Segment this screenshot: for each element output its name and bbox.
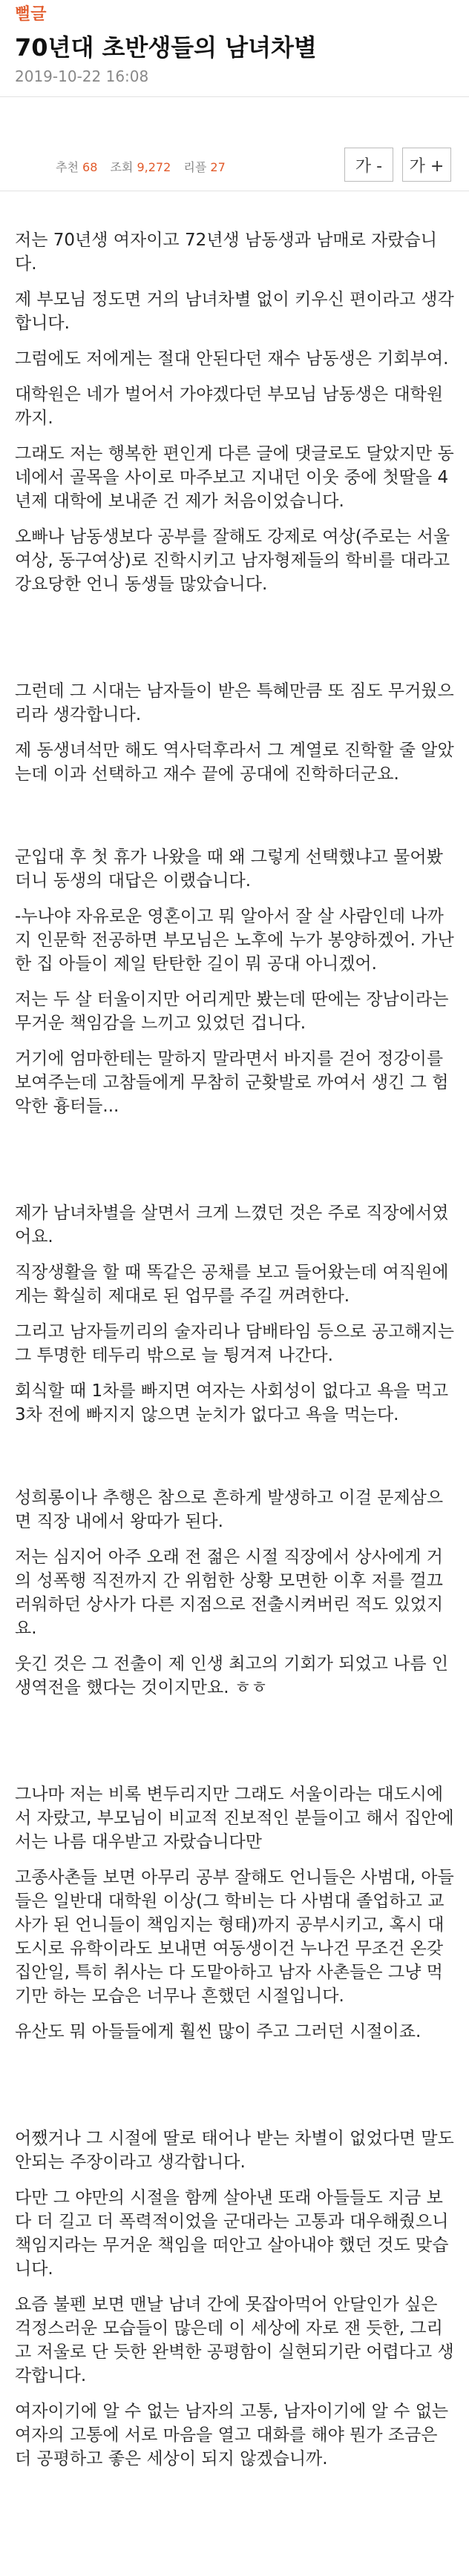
body-paragraph: 웃긴 것은 그 전출이 제 인생 최고의 기회가 되었고 나름 인생역전을 했다는 것이지만요. ㅎㅎ <box>15 1654 449 1697</box>
view-label: 조회 <box>110 160 134 174</box>
body-paragraph: 제 부모님 정도면 거의 남녀차별 없이 키우신 편이라고 생각합니다. <box>15 290 454 333</box>
body-paragraph: 저는 70년생 여자이고 72년생 남동생과 남매로 자랐습니다. <box>15 231 437 274</box>
body-paragraph: 제가 남녀차별을 살면서 크게 느꼈던 것은 주로 직장에서였어요. <box>15 1203 449 1246</box>
body-paragraph: 그럼에도 저에게는 절대 안된다던 재수 남동생은 기회부여. <box>15 349 449 369</box>
paragraph-gap <box>15 1439 454 1486</box>
paragraph-gap <box>15 1711 454 1783</box>
font-increase-button[interactable]: 가 + <box>402 148 451 182</box>
body-paragraph: 그나마 저는 비록 변두리지만 그래도 서울이라는 대도시에서 자랐고, 부모님이 비교적 진보적인 분들이고 해서 집안에서는 나름 대우받고 자랐습니다만 <box>15 1785 454 1852</box>
post-date: 2019-10-22 16:08 <box>15 67 149 85</box>
body-paragraph: 요즘 불펜 보면 맨날 남녀 간에 못잡아먹어 안달인가 싶은 걱정스러운 모습들이 많은데 이 세상에 자로 잰 듯한, 그리고 저울로 단 듯한 완벽한 공평함이 실현되기란 어렵다고 생각합니다. <box>15 2295 454 2385</box>
body-paragraph: -누나야 자유로운 영혼이고 뭐 알아서 잘 살 사람인데 나까지 인문학 전공하면 부모님은 노후에 누가 봉양하겠어. 가난한 집 아들이 제일 탄탄한 길이 뭐 공대 아니겠어. <box>15 907 454 974</box>
body-paragraph: 제 동생녀석만 해도 역사덕후라서 그 계열로 진학할 줄 알았는데 이과 선택하고 재수 끝에 공대에 진학하더군요. <box>15 741 454 784</box>
body-paragraph: 회식할 때 1차를 빠지면 여자는 사회성이 없다고 욕을 먹고 3차 전에 빠지지 않으면 눈치가 없다고 욕을 먹는다. <box>15 1381 449 1424</box>
body-paragraph: 저는 심지어 아주 오래 전 젊은 시절 직장에서 상사에게 거의 성폭행 직전까지 간 위험한 상황 모면한 이후 저를 껄끄러워하던 상사가 다른 지점으로 전출시켜버린 적도 있었지요. <box>15 1548 444 1638</box>
body-paragraph: 성희롱이나 추행은 참으로 흔하게 발생하고 이걸 문제삼으면 직장 내에서 왕따가 된다. <box>15 1488 444 1531</box>
body-paragraph: 오빠나 남동생보다 공부를 잘해도 강제로 여상(주로는 서울여상, 동구여상)로 진학시키고 남자형제들의 학비를 대라고 강요당한 언니 동생들 많았습니다. <box>15 527 450 594</box>
body-paragraph: 저는 두 살 터울이지만 어리게만 봤는데 딴에는 장남이라는 무거운 책임감을 느끼고 있었던 겁니다. <box>15 990 449 1033</box>
body-paragraph: 여자이기에 알 수 없는 남자의 고통, 남자이기에 알 수 없는 여자의 고통에 서로 마음을 열고 대화를 해야 뭔가 조금은 더 공평하고 좋은 세상이 되지 않겠습니까. <box>15 2402 449 2468</box>
reply-count: 27 <box>210 160 226 174</box>
body-paragraph: 직장생활을 할 때 똑같은 공채를 보고 들어왔는데 여직원에게는 확실히 제대로 된 업무를 주길 꺼려한다. <box>15 1263 449 1306</box>
post-body <box>0 191 469 2471</box>
post-meta-row <box>0 97 469 179</box>
view-count: 9,272 <box>137 160 171 174</box>
body-paragraph: 유산도 뭐 아들들에게 훨씬 많이 주고 그러던 시절이죠. <box>15 2022 422 2041</box>
body-paragraph: 거기에 엄마한테는 말하지 말라면서 바지를 걷어 정강이를 보여주는데 고참들에게 무참히 군홧발로 까여서 생긴 그 험악한 흉터들... <box>15 1049 449 1116</box>
body-paragraph: 군입대 후 첫 휴가 나왔을 때 왜 그렇게 선택했냐고 물어봤더니 동생의 대답은 이랬습니다. <box>15 848 443 891</box>
recommend-label: 추천 <box>56 160 79 174</box>
post-category[interactable]: 뻘글 <box>15 5 47 24</box>
body-paragraph: 어쨌거나 그 시절에 딸로 태어나 받는 차별이 없었다면 말도 안되는 주장이라고 생각합니다. <box>15 2129 454 2172</box>
body-paragraph: 다만 그 야만의 시절을 함께 살아낸 또래 아들들도 지금 보다 더 길고 더 폭력적이었을 군대라는 고통과 대우해줬으니 책임지라는 무거운 책임을 떠안고 살아내야 했던 것도 맞습니다. <box>15 2188 449 2279</box>
paragraph-gap <box>15 1130 454 1201</box>
post-title: 70년대 초반생들의 남녀차별 <box>15 33 317 62</box>
body-paragraph: 그런데 그 시대는 남자들이 받은 특혜만큼 또 짐도 무거웠으리라 생각합니다. <box>15 681 454 724</box>
recommend-count: 68 <box>82 160 98 174</box>
reply-label: 리플 <box>183 160 207 174</box>
font-decrease-button[interactable]: 가 - <box>344 148 393 182</box>
body-paragraph: 고종사촌들 보면 아무리 공부 잘해도 언니들은 사범대, 아들들은 일반대 대학원 이상(그 학비는 다 사범대 졸업하고 교사가 된 언니들이 책임지는 형태)까지 공부시키고, 혹시 대도시로 유학이라도 보내면 여동생이건 누나건 무조건 온갖 집안일, 특히 취사는 다 도맡아하고 남자 사촌들은 그냥 먹기만 하는 모습은 너무나 흔했던 시절입니다. <box>15 1868 454 2006</box>
post-stats <box>56 158 226 175</box>
body-paragraph: 그래도 저는 행복한 편인게 다른 글에 댓글로도 달았지만 동네에서 골목을 사이로 마주보고 지내던 이웃 중에 첫딸을 4년제 대학에 보내준 건 제가 처음이었습니다. <box>15 444 454 511</box>
font-size-controls <box>344 148 451 182</box>
paragraph-gap <box>15 2055 454 2127</box>
body-paragraph: 그리고 남자들끼리의 술자리나 담배타임 등으로 공고해지는 그 투명한 테두리 밖으로 늘 튕겨져 나간다. <box>15 1322 455 1365</box>
paragraph-gap <box>15 798 454 845</box>
paragraph-gap <box>15 608 454 679</box>
body-paragraph: 대학원은 네가 벌어서 가야겠다던 부모님 남동생은 대학원까지. <box>15 385 444 428</box>
